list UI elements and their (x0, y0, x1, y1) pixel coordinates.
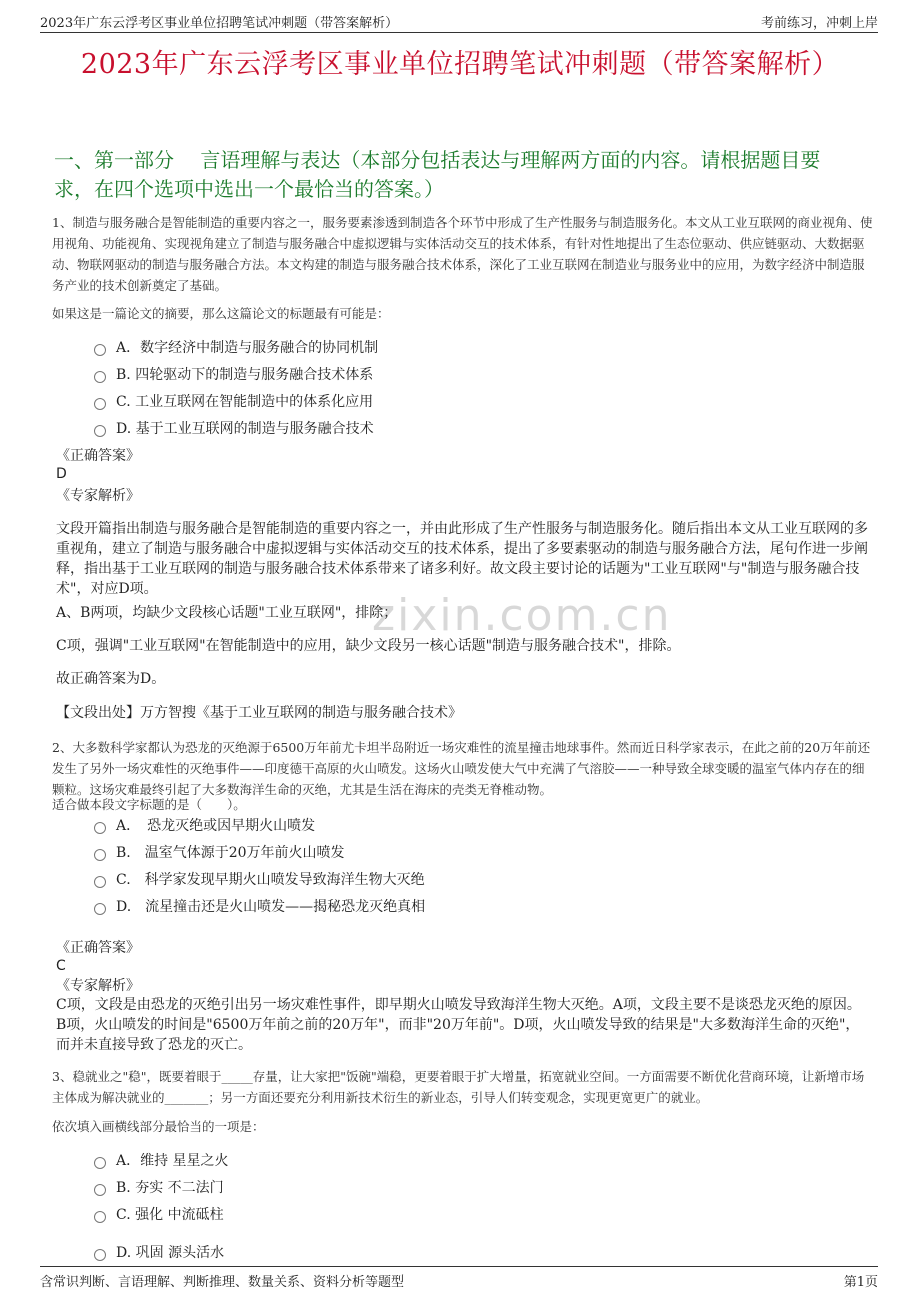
q1-analysis-line4: 故正确答案为D。 (56, 671, 166, 687)
q1-question: 如果这是一篇论文的摘要，那么这篇论文的标题最有可能是： (52, 306, 390, 321)
q2-option-b[interactable]: B. 温室气体源于20万年前火山喷发 (94, 843, 345, 863)
radio-icon[interactable] (94, 371, 106, 383)
radio-icon[interactable] (94, 1249, 106, 1261)
page-header (40, 10, 878, 33)
q3-option-a[interactable]: A．维持 星星之火 (94, 1151, 229, 1171)
page-footer (40, 1266, 878, 1289)
q1-option-c[interactable]: C. 工业互联网在智能制造中的体系化应用 (94, 392, 373, 412)
header-doc-title: 2023年广东云浮考区事业单位招聘笔试冲刺题（带答案解析） (40, 16, 399, 31)
q1-option-a[interactable]: A．数字经济中制造与服务融合的协同机制 (94, 338, 378, 358)
radio-icon[interactable] (94, 822, 106, 834)
q3-option-d[interactable]: D. 巩固 源头活水 (94, 1243, 224, 1263)
q1-answer: D (56, 466, 67, 482)
footer-question-types: 含常识判断、言语理解、判断推理、数量关系、资料分析等题型 (40, 1275, 405, 1290)
q1-analysis: 文段开篇指出制造与服务融合是智能制造的重要内容之一，并由此形成了生产性服务与制造服务化。随后指出本文从工业互联网的多重视角，建立了制造与服务融合中虚拟逻辑与实体活动交互的技术体系，提出了多要素驱动的制造与服务融合方法，尾句作进一步阐释，指出基于工业互联网的制造与服务融合技术体系带来了诸多利好。故文段主要讨论的话题为"工业互联网"与"制造与服务融合技术"，对应D项。 (56, 521, 868, 597)
q1-answer-label: 《正确答案》 (56, 448, 140, 464)
q1-option-b[interactable]: B. 四轮驱动下的制造与服务融合技术体系 (94, 365, 373, 385)
q2-answer-label: 《正确答案》 (56, 940, 140, 956)
q2-stem: 2、大多数科学家都认为恐龙的灭绝源于6500万年前尤卡坦半岛附近一场灾难性的流星撞击地球事件。然而近日科学家表示，在此之前的20万年前还发生了另外一场灾难性的灭绝事件——印度德干高原的火山喷发。这场火山喷发使大气中充满了气溶胶——一种导致全球变暖的温室气体内存在的细颗粒。这场灾难最终引起了大多数海洋生命的灭绝，尤其是生活在海床的壳类无脊椎动物。 (52, 740, 871, 797)
watermark: zixin.com.cn (372, 590, 672, 641)
header-slogan: 考前练习，冲刺上岸 (760, 16, 878, 31)
radio-icon[interactable] (94, 1184, 106, 1196)
radio-icon[interactable] (94, 1157, 106, 1169)
q2-option-c[interactable]: C. 科学家发现早期火山喷发导致海洋生物大灭绝 (94, 870, 425, 890)
q3-question: 依次填入画横线部分最恰当的一项是： (52, 1119, 265, 1134)
q1-analysis-line2: A、B两项，均缺少文段核心话题"工业互联网"，排除； (56, 605, 398, 621)
radio-icon[interactable] (94, 1211, 106, 1223)
page-number: 第1页 (843, 1275, 878, 1290)
q2-option-a[interactable]: A． 恐龙灭绝或因早期火山喷发 (94, 816, 315, 836)
q1-stem: 1、制造与服务融合是智能制造的重要内容之一，服务要素渗透到制造各个环节中形成了生产性服务与制造服务化。本文从工业互联网的商业视角、使用视角、功能视角、实现视角建立了制造与服务融合中虚拟逻辑与实体活动交互的技术体系，有针对性地提出了生态位驱动、供应链驱动、大数据驱动、物联网驱动的制造与服务融合方法。本文构建的制造与服务融合技术体系，深化了工业互联网在制造业与服务业中的应用，为数字经济中制造服务产业的技术创新奠定了基础。 (52, 215, 873, 293)
radio-icon[interactable] (94, 903, 106, 915)
q2-analysis: C项，文段是由恐龙的灭绝引出另一场灾难性事件，即早期火山喷发导致海洋生物大灭绝。A项，文段主要不是谈恐龙灭绝的原因。B项，火山喷发的时间是"6500万年前之前的20万年"，而非"20万年前"。D项，火山喷发导致的结果是"大多数海洋生命的灭绝"，而并未直接导致了恐龙的灭亡。 (56, 997, 861, 1053)
radio-icon[interactable] (94, 344, 106, 356)
q1-analysis-label: 《专家解析》 (56, 488, 140, 504)
q2-answer: C (56, 958, 66, 974)
radio-icon[interactable] (94, 398, 106, 410)
q1-option-d[interactable]: D. 基于工业互联网的制造与服务融合技术 (94, 419, 374, 439)
q2-option-d[interactable]: D. 流星撞击还是火山喷发——揭秘恐龙灭绝真相 (94, 897, 425, 917)
radio-icon[interactable] (94, 425, 106, 437)
q2-analysis-label: 《专家解析》 (56, 978, 140, 994)
page-title: 2023年广东云浮考区事业单位招聘笔试冲刺题（带答案解析） (80, 49, 840, 80)
q2-question: 适合做本段文字标题的是（ ）。 (52, 797, 246, 812)
q3-option-c[interactable]: C. 强化 中流砥柱 (94, 1205, 224, 1225)
q1-analysis-line3: C项，强调"工业互联网"在智能制造中的应用，缺少文段另一核心话题"制造与服务融合技术"，排除。 (56, 638, 681, 654)
section-heading: 一、第一部分 言语理解与表达（本部分包括表达与理解两方面的内容。请根据题目要求，在四个选项中选出一个最恰当的答案。） (54, 148, 821, 201)
q3-stem: 3、稳就业之"稳"，既要着眼于_____存量，让大家把"饭碗"端稳，更要着眼于扩大增量，拓宽就业空间。一方面需要不断优化营商环境，让新增市场主体成为解决就业的_______；另一方面还要充分利用新技术衍生的新业态，引导人们转变观念，实现更宽更广的就业。 (52, 1069, 865, 1105)
q3-option-b[interactable]: B. 夯实 不二法门 (94, 1178, 224, 1198)
radio-icon[interactable] (94, 876, 106, 888)
radio-icon[interactable] (94, 849, 106, 861)
q1-source: 【文段出处】万方智搜《基于工业互联网的制造与服务融合技术》 (56, 705, 462, 721)
